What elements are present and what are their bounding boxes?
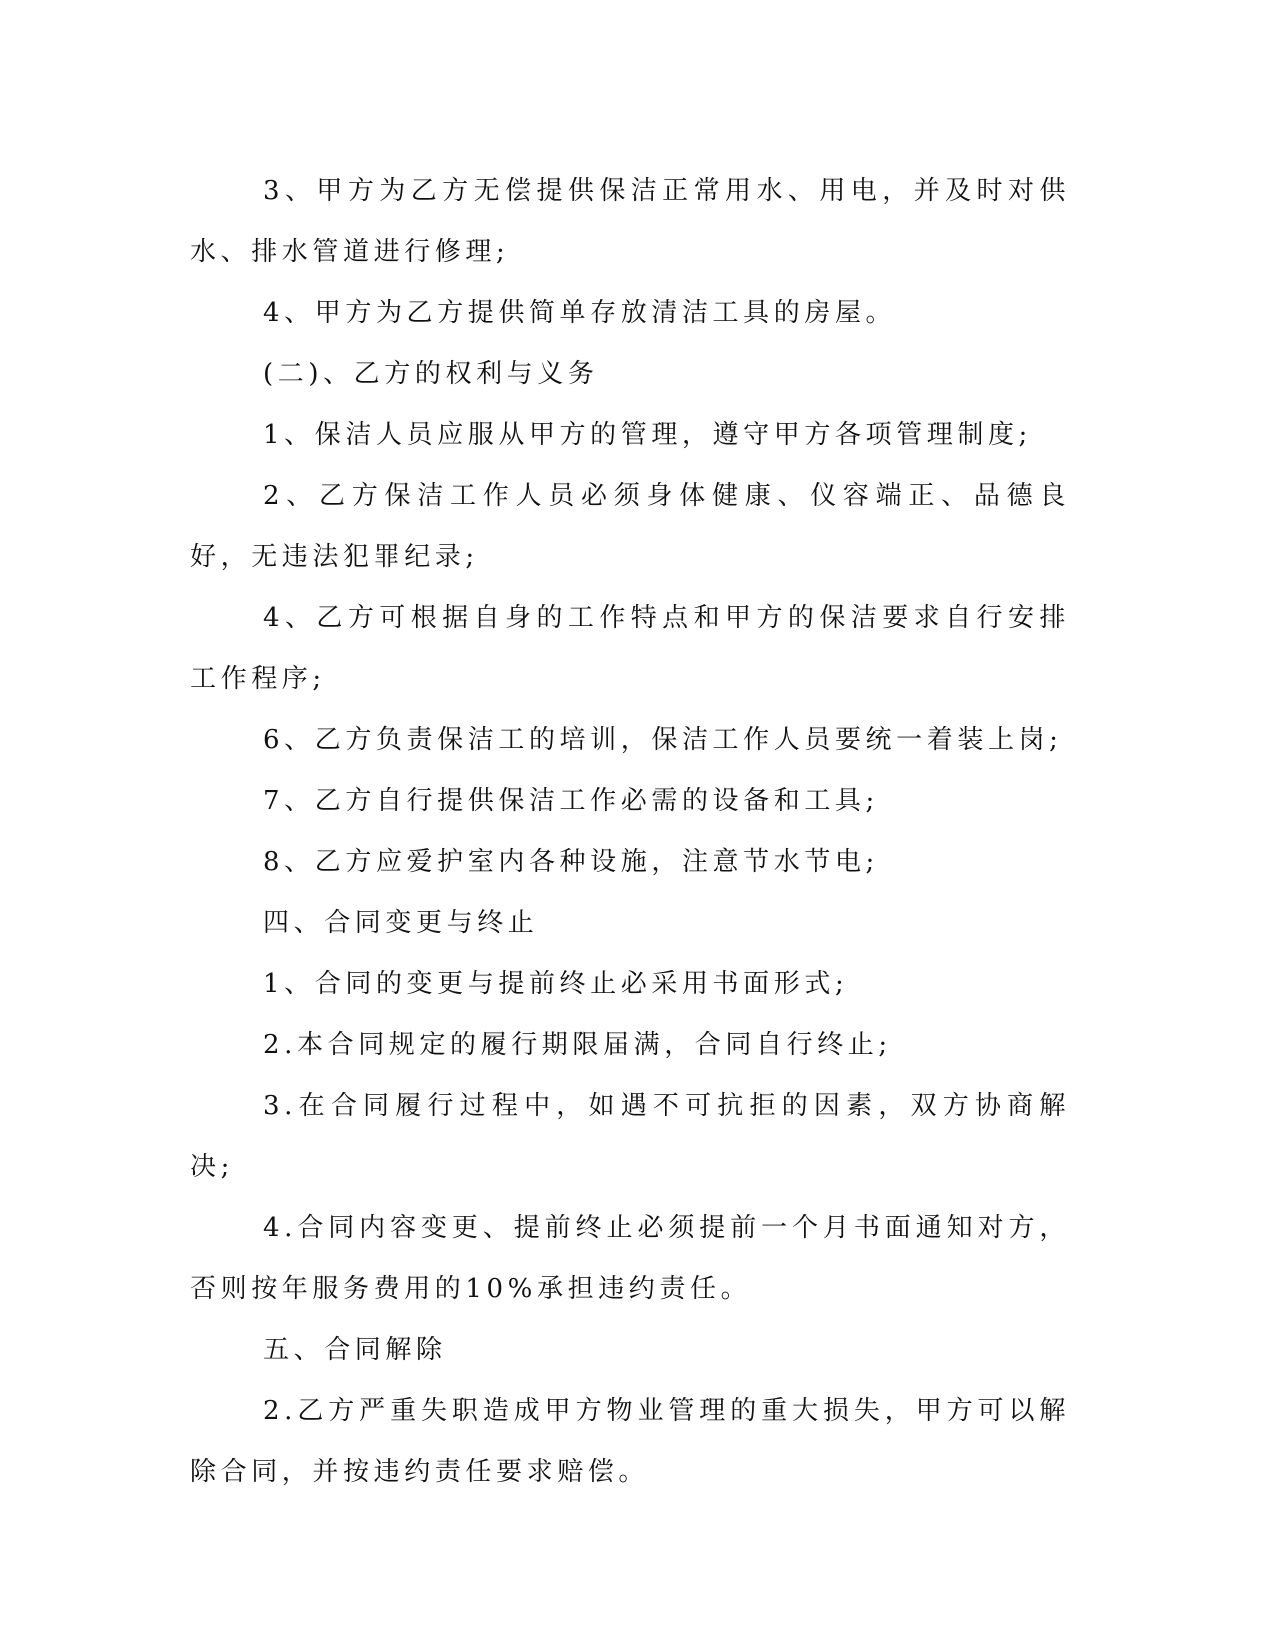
- clause-equipment-tools: 7、乙方自行提供保洁工作必需的设备和工具;: [263, 786, 879, 816]
- clause-staff-requirements: 2、乙方保洁工作人员必须身体健康、仪容端正、品德良好，无违法犯罪纪录;: [190, 481, 1070, 572]
- clause-obey-management: 1、保洁人员应服从甲方的管理，遵守甲方各项管理制度;: [263, 420, 1032, 450]
- clause-work-schedule: 4、乙方可根据自身的工作特点和甲方的保洁要求自行安排工作程序;: [190, 603, 1070, 694]
- clause-serious-negligence: 2.乙方严重失职造成甲方物业管理的重大损失，甲方可以解除合同，并按违约责任要求赔偿。: [190, 1396, 1070, 1487]
- clause-water-electricity: 3、甲方为乙方无偿提供保洁正常用水、用电，并及时对供水、排水管道进行修理;: [190, 176, 1070, 267]
- clause-force-majeure: 3.在合同履行过程中，如遇不可抗拒的因素，双方协商解决;: [190, 1091, 1070, 1182]
- clause-term-expiry: 2.本合同规定的履行期限届满，合同自行终止;: [263, 1030, 892, 1060]
- clause-training-uniform: 6、乙方负责保洁工的培训，保洁工作人员要统一着装上岗;: [263, 725, 1063, 755]
- document-body: [190, 161, 1070, 1503]
- section-heading-change-termination: 四、合同变更与终止: [263, 908, 539, 938]
- clause-advance-notice: 4.合同内容变更、提前终止必须提前一个月书面通知对方，否则按年服务费用的10%承担违约责任。: [190, 1213, 1070, 1304]
- clause-storage-room: 4、甲方为乙方提供简单存放清洁工具的房屋。: [263, 298, 897, 328]
- section-heading-rescission: 五、合同解除: [263, 1335, 447, 1365]
- clause-written-form: 1、合同的变更与提前终止必采用书面形式;: [263, 969, 849, 999]
- clause-protect-facilities: 8、乙方应爱护室内各种设施，注意节水节电;: [263, 847, 879, 877]
- section-heading-party-b-rights: (二)、乙方的权利与义务: [263, 359, 599, 389]
